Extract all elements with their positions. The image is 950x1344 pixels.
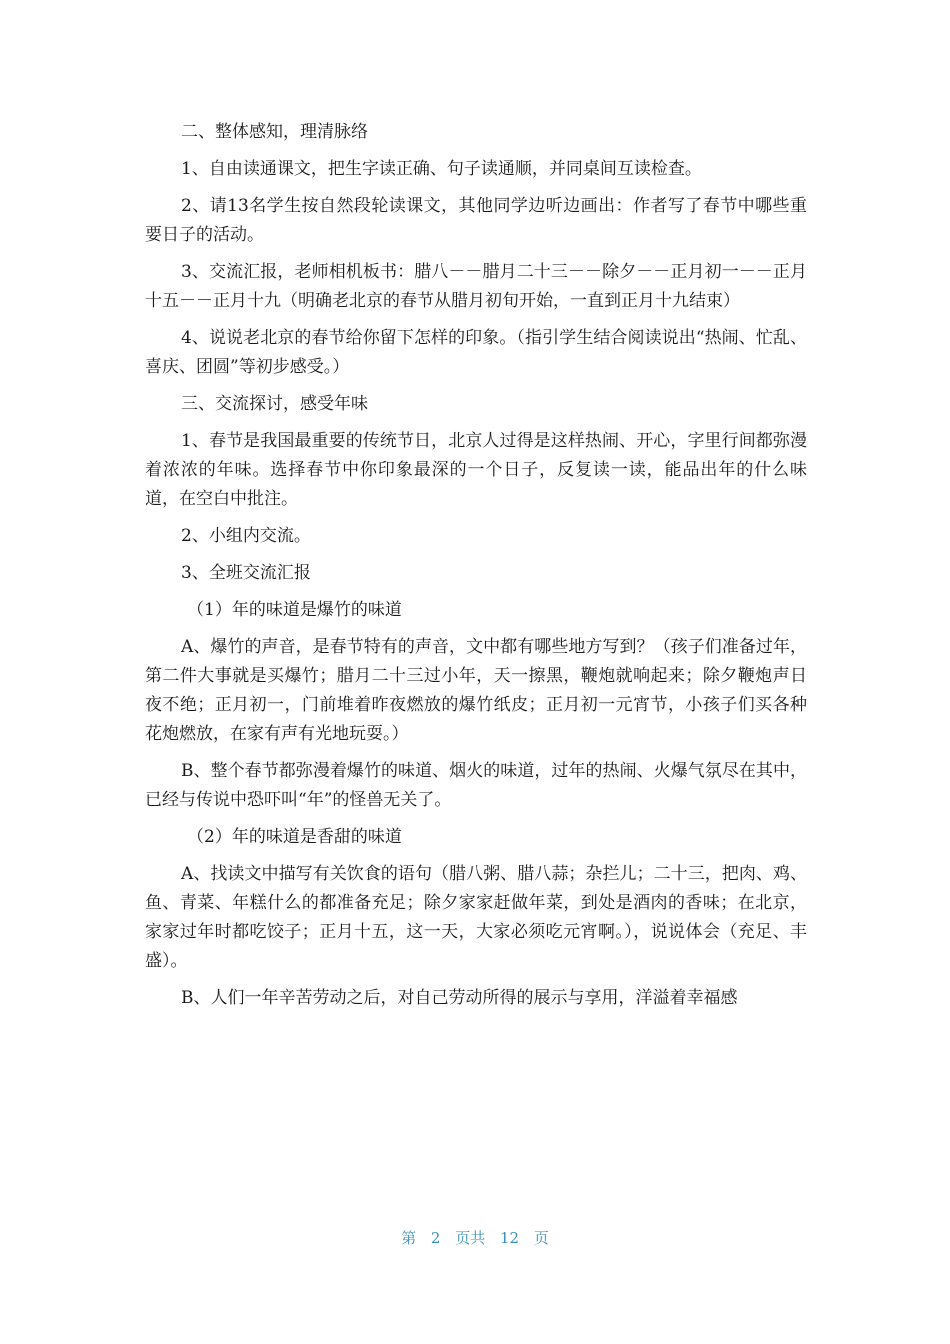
current-page-number: 2 (430, 1229, 441, 1247)
paragraph: B、整个春节都弥漫着爆竹的味道、烟火的味道，过年的热闹、火爆气氛尽在其中，已经与传说中恐吓叫“年”的怪兽无关了。 (145, 761, 807, 810)
paragraph: 2、小组内交流。 (181, 526, 311, 546)
paragraph: 1、春节是我国最重要的传统节日，北京人过得是这样热闹、开心，字里行间都弥漫着浓浓的年味。选择春节中你印象最深的一个日子，反复读一读，能品出年的什么味道，在空白中批注。 (145, 431, 807, 509)
page-footer (0, 1227, 950, 1248)
sub-heading: （1）年的味道是爆竹的味道 (187, 600, 402, 620)
paragraph: 1、自由读通课文，把生字读正确、句子读通顺，并同桌间互读检查。 (181, 159, 702, 179)
section-heading: 二、整体感知，理清脉络 (181, 122, 368, 142)
paragraph: 4、说说老北京的春节给你留下怎样的印象。（指引学生结合阅读说出“热闹、忙乱、喜庆、团圆”等初步感受。） (145, 328, 807, 377)
paragraph: 3、交流汇报，老师相机板书：腊八－－腊月二十三－－除夕－－正月初一－－正月十五－－正月十九（明确老北京的春节从腊月初旬开始，一直到正月十九结束） (145, 262, 807, 311)
paragraph: A、找读文中描写有关饮食的语句（腊八粥、腊八蒜；杂拦儿；二十三，把肉、鸡、鱼、青菜、年糕什么的都准备充足；除夕家家赶做年菜，到处是酒肉的香味；在北京，家家过年时都吃饺子；正月十五，这一天，大家必须吃元宵啊。），说说体会（充足、丰盛）。 (145, 864, 807, 971)
paragraph: 3、全班交流汇报 (181, 563, 311, 583)
paragraph: A、爆竹的声音，是春节特有的声音，文中都有哪些地方写到？（孩子们准备过年，第二件大事就是买爆竹；腊月二十三过小年，天一擦黑，鞭炮就响起来；除夕鞭炮声日夜不绝；正月初一，门前堆着昨夜燃放的爆竹纸皮；正月初一元宵节，小孩子们买各种花炮燃放，在家有声有光地玩耍。） (145, 637, 807, 744)
footer-middle: 页共 (455, 1229, 486, 1247)
sub-heading: （2）年的味道是香甜的味道 (187, 827, 402, 847)
paragraph: 2、请13名学生按自然段轮读课文，其他同学边听边画出：作者写了春节中哪些重要日子的活动。 (145, 196, 807, 245)
document-body (145, 118, 807, 1021)
footer-prefix: 第 (401, 1229, 417, 1247)
paragraph: B、人们一年辛苦劳动之后，对自己劳动所得的展示与享用，洋溢着幸福感 (181, 988, 738, 1008)
section-heading: 三、交流探讨，感受年味 (181, 394, 368, 414)
total-pages-number: 12 (500, 1229, 520, 1247)
footer-suffix: 页 (533, 1229, 549, 1247)
